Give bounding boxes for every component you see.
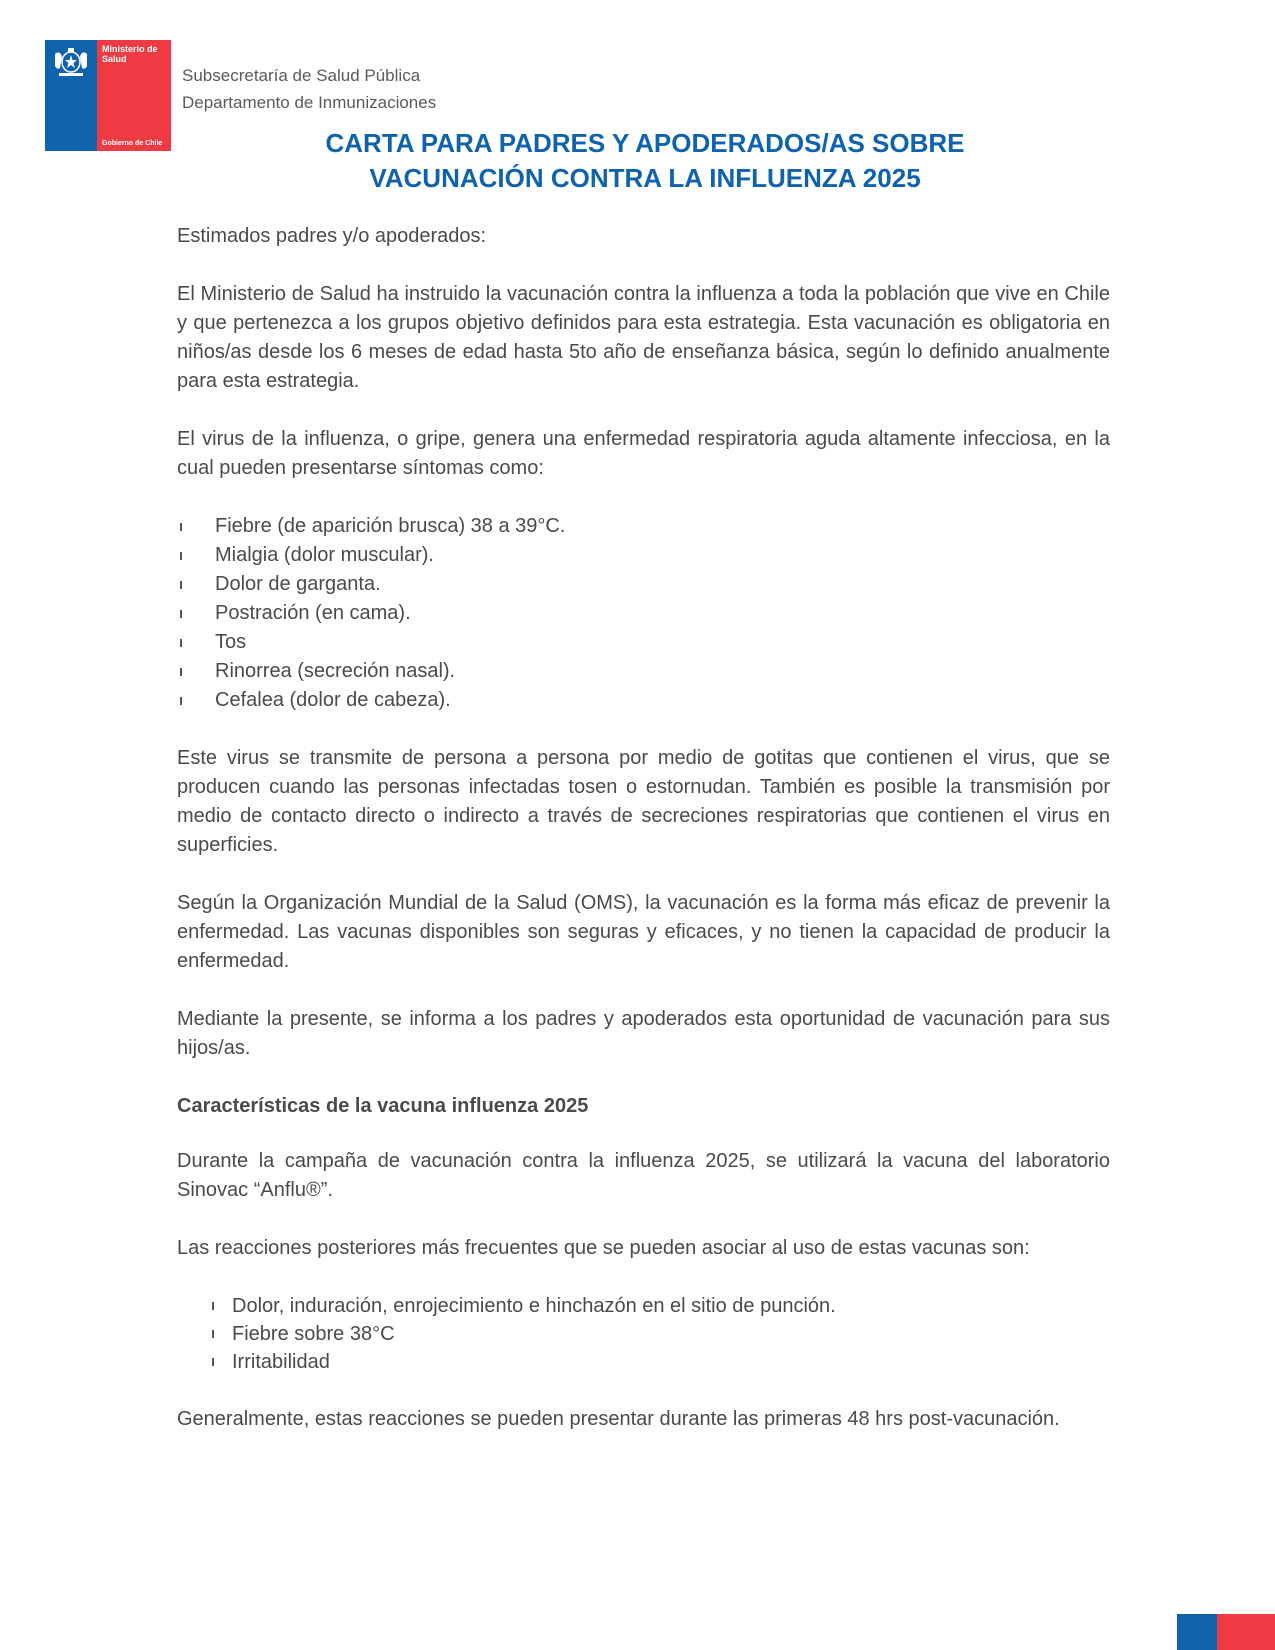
paragraph-closing: Generalmente, estas reacciones se pueden presentar durante las primeras 48 hrs post-vacunación. — [177, 1408, 1060, 1430]
bullet-icon — [212, 1302, 214, 1310]
department-line: Departamento de Inmunizaciones — [182, 93, 437, 112]
title-line-1: CARTA PARA PADRES Y APODERADOS/AS SOBRE — [325, 128, 965, 158]
bullet-icon — [180, 697, 182, 705]
list-item — [177, 599, 1110, 628]
list-item — [177, 686, 1110, 715]
paragraph-transmission: Este virus se transmite de persona a persona por medio de gotitas que contienen el virus, que se producen cuando las personas infectadas tosen o estornudan. También es posible la transmisión por medio de contacto directo o indirecto a través de secreciones respiratorias que contienen el virus en superficies. — [177, 747, 1110, 856]
paragraph-vaccine: Durante la campaña de vacunación contra la influenza 2025, se utilizará la vacuna del laboratorio Sinovac “Anflu®”. — [177, 1150, 1110, 1201]
bullet-icon — [212, 1358, 214, 1366]
symptom-text: Mialgia (dolor muscular). — [215, 544, 434, 566]
logo-blue-panel — [45, 40, 97, 151]
bullet-icon — [180, 552, 182, 560]
title-line-2: VACUNACIÓN CONTRA LA INFLUENZA 2025 — [369, 163, 921, 193]
footer-flag-bar — [1177, 1614, 1275, 1650]
list-item — [210, 1320, 1110, 1348]
reaction-text: Fiebre sobre 38°C — [232, 1323, 395, 1345]
list-item — [177, 570, 1110, 599]
list-item — [210, 1292, 1110, 1320]
logo-government-text: Gobierno de Chile — [102, 140, 163, 147]
list-item — [177, 628, 1110, 657]
reaction-text: Dolor, induración, enrojecimiento e hinchazón en el sitio de punción. — [232, 1295, 836, 1317]
logo-ministry-text: Ministerio de Salud — [102, 44, 158, 64]
reaction-text: Irritabilidad — [232, 1351, 330, 1373]
coat-of-arms-icon — [51, 46, 91, 78]
list-item — [177, 657, 1110, 686]
paragraph-reactions-intro: Las reacciones posteriores más frecuentes que se pueden asociar al uso de estas vacunas son: — [177, 1237, 1030, 1259]
paragraph-instruction: El Ministerio de Salud ha instruido la vacunación contra la influenza a toda la población que vive en Chile y que pertenezca a los grupos objetivo definidos para esta estrategia. Esta vacunación es obligatoria en niños/as desde los 6 meses de edad hasta 5to año de enseñanza básica, según lo definido anualmente para esta estrategia. — [177, 283, 1110, 392]
symptom-text: Cefalea (dolor de cabeza). — [215, 689, 451, 711]
subsecretaria-line: Subsecretaría de Salud Pública — [182, 66, 421, 85]
greeting: Estimados padres y/o apoderados: — [177, 225, 487, 247]
symptoms-list — [177, 512, 1110, 715]
bullet-icon — [180, 668, 182, 676]
paragraph-oms: Según la Organización Mundial de la Salud (OMS), la vacunación es la forma más eficaz de prevenir la enfermedad. Las vacunas disponibles son seguras y eficaces, y no tienen la capacidad de producir la enfermedad. — [177, 892, 1110, 972]
symptom-text: Postración (en cama). — [215, 602, 411, 624]
paragraph-virus: El virus de la influenza, o gripe, genera una enfermedad respiratoria aguda altamente infecciosa, en la cual pueden presentarse síntomas como: — [177, 428, 1110, 479]
symptom-text: Rinorrea (secreción nasal). — [215, 660, 456, 682]
letter-body — [177, 222, 1110, 1463]
page-title — [180, 126, 1110, 196]
bullet-icon — [180, 639, 182, 647]
symptom-text: Dolor de garganta. — [215, 573, 381, 595]
list-item — [210, 1348, 1110, 1376]
bullet-icon — [180, 610, 182, 618]
section-heading: Características de la vacuna influenza 2025 — [177, 1095, 589, 1117]
footer-blue-block — [1177, 1614, 1217, 1650]
symptom-text: Fiebre (de aparición brusca) 38 a 39°C. — [215, 515, 566, 537]
department-header — [182, 62, 436, 116]
ministry-logo — [45, 40, 171, 151]
footer-red-block — [1217, 1614, 1275, 1650]
symptom-text: Tos — [215, 631, 247, 653]
logo-red-panel — [97, 40, 171, 151]
bullet-icon — [212, 1330, 214, 1338]
list-item — [177, 541, 1110, 570]
list-item — [177, 512, 1110, 541]
bullet-icon — [180, 581, 182, 589]
bullet-icon — [180, 523, 182, 531]
reactions-list — [177, 1292, 1110, 1376]
paragraph-notice: Mediante la presente, se informa a los padres y apoderados esta oportunidad de vacunación para sus hijos/as. — [177, 1008, 1110, 1059]
